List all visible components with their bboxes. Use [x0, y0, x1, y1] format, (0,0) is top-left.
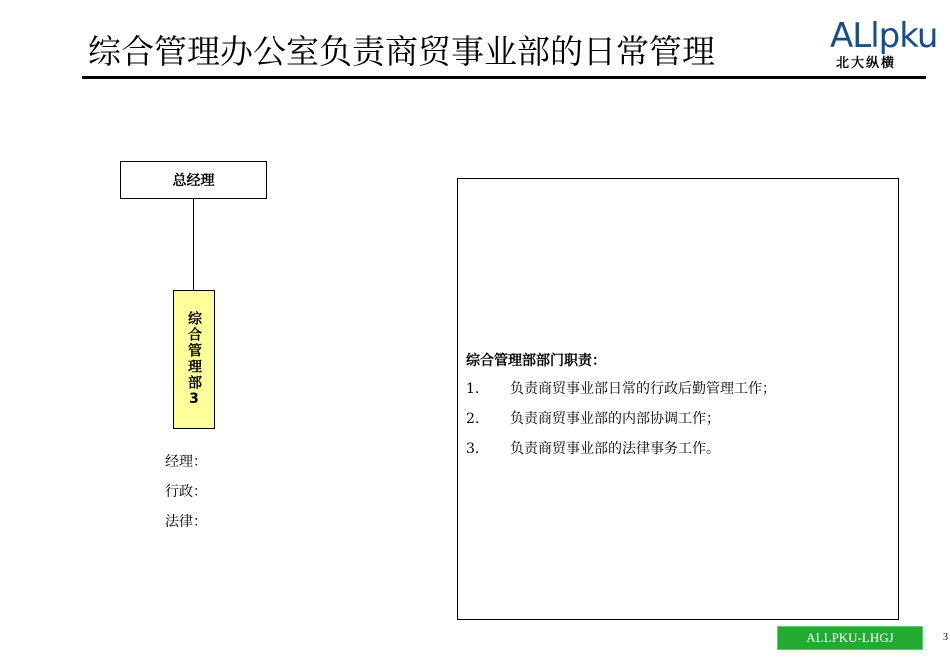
role-item-admin: 行政：: [165, 484, 207, 500]
duty-number: 1.: [466, 381, 480, 397]
general-manager-box: [120, 161, 267, 199]
duty-number: 2.: [466, 411, 480, 427]
logo-subtitle: 北大纵横: [836, 56, 897, 71]
logo-wordmark: ALlpku: [830, 16, 938, 56]
general-manager-label: 总经理: [172, 173, 215, 189]
company-logo: [826, 14, 938, 76]
title-underline: [82, 76, 926, 79]
duty-text: 负责商贸事业部日常的行政后勤管理工作；: [510, 381, 776, 397]
org-connector-line: [193, 199, 194, 290]
duty-number: 3.: [466, 441, 480, 457]
duty-text: 负责商贸事业部的法律事务工作。: [510, 441, 720, 457]
list-item: [466, 439, 776, 469]
footer-badge: ALLPKU-LHGJ: [777, 626, 923, 650]
department-label: 综合管理部3: [186, 310, 202, 409]
role-list: [165, 452, 207, 542]
role-item-legal: 法律：: [165, 514, 207, 530]
list-item: [466, 379, 776, 409]
role-item-manager: 经理：: [165, 454, 207, 470]
duties-list: [466, 379, 776, 469]
duties-heading: 综合管理部部门职责：: [466, 353, 606, 369]
duty-text: 负责商贸事业部的内部协调工作；: [510, 411, 720, 427]
list-item: [466, 409, 776, 439]
page-number: 3: [943, 632, 948, 643]
page-title: 综合管理办公室负责商贸事业部的日常管理: [88, 32, 715, 71]
department-box: [173, 290, 215, 429]
